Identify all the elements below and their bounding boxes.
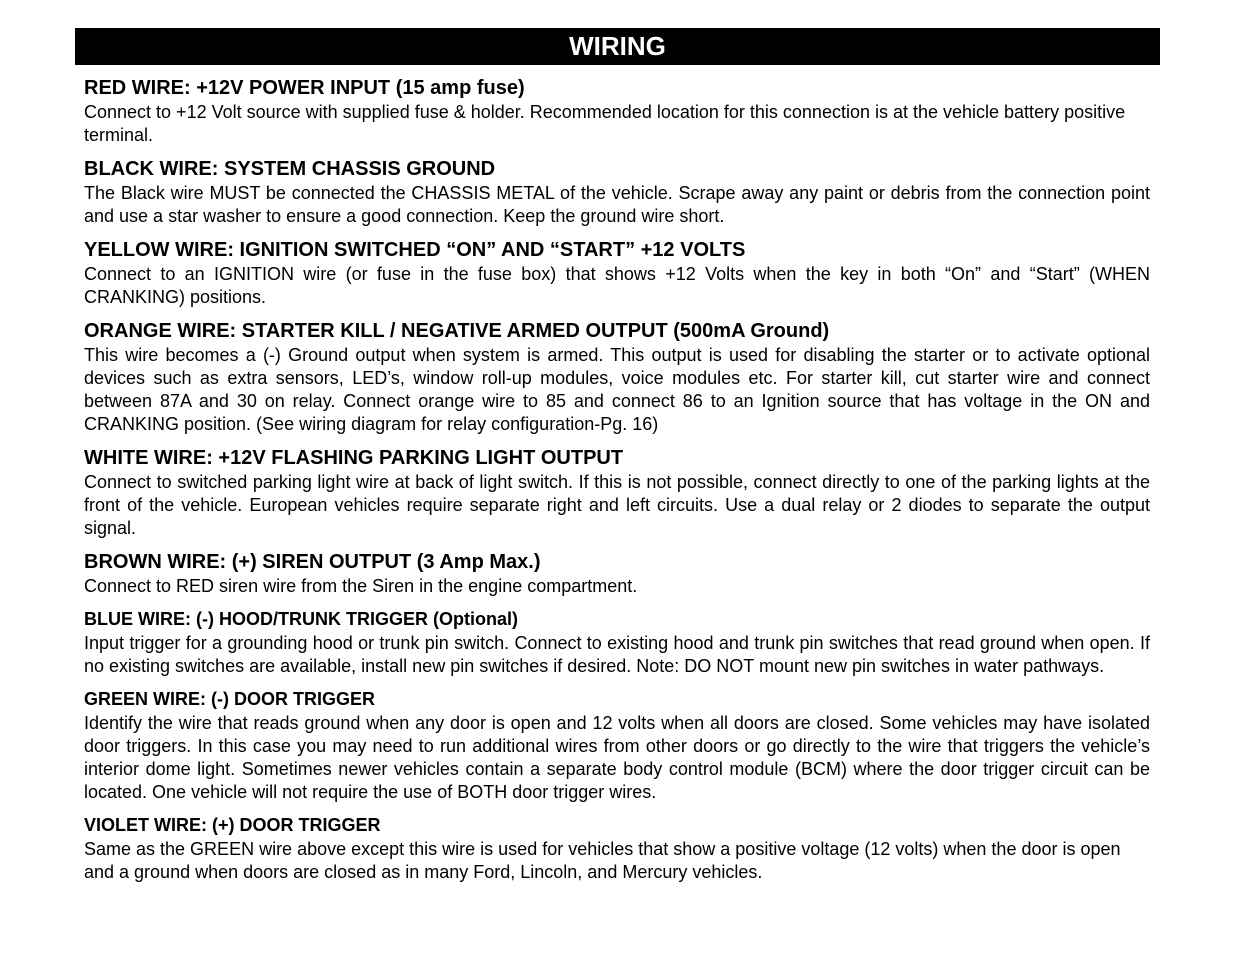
section-white-wire <box>84 445 1150 540</box>
section-heading: WHITE WIRE: +12V FLASHING PARKING LIGHT OUTPUT <box>84 447 624 469</box>
section-blue-wire <box>84 607 1150 678</box>
section-red-wire <box>84 75 1150 147</box>
wiring-content <box>84 75 1150 893</box>
section-body: This wire becomes a (-) Ground output when system is armed. This output is used for disabling the starter or to activate optional devices such as extra sensors, LED’s, window roll-up modules, voice modules etc. For starter kill, cut starter wire and connect between 87A and 30 on relay. Connect orange wire to 85 and connect 86 to an Ignition source that has voltage in the ON and CRANKING position. (See wiring diagram for relay configuration-Pg. 16) <box>84 345 1150 434</box>
section-body: Connect to +12 Volt source with supplied fuse & holder. Recommended location for this connection is at the vehicle battery positive terminal. <box>84 102 1126 145</box>
section-body: Identify the wire that reads ground when any door is open and 12 volts when all doors are closed. Some vehicles may have isolated door triggers. In this case you may need to run additional wires from other doors or go directly to the wire that triggers the vehicle’s interior dome light. Sometimes newer vehicles contain a separate body control module (BCM) where the door trigger circuit can be located. One vehicle will not require the use of BOTH door trigger wires. <box>84 713 1150 802</box>
page-title: WIRING <box>75 28 1160 65</box>
section-yellow-wire <box>84 237 1150 309</box>
section-black-wire <box>84 156 1150 228</box>
section-heading: RED WIRE: +12V POWER INPUT (15 amp fuse) <box>84 77 525 99</box>
section-heading: VIOLET WIRE: (+) DOOR TRIGGER <box>84 815 381 835</box>
section-heading: BLUE WIRE: (-) HOOD/TRUNK TRIGGER (Optional) <box>84 609 518 629</box>
section-body: Same as the GREEN wire above except this wire is used for vehicles that show a positive voltage (12 volts) when the door is open and a ground when doors are closed as in many Ford, Lincoln, and Mercury vehicles. <box>84 839 1121 882</box>
section-heading: GREEN WIRE: (-) DOOR TRIGGER <box>84 689 375 709</box>
section-body: Input trigger for a grounding hood or trunk pin switch. Connect to existing hood and trunk pin switches that read ground when open. If no existing switches are available, install new pin switches if desired. Note: DO NOT mount new pin switches in water pathways. <box>84 633 1150 676</box>
section-green-wire <box>84 687 1150 804</box>
section-brown-wire <box>84 549 1150 598</box>
section-heading: BLACK WIRE: SYSTEM CHASSIS GROUND <box>84 158 496 180</box>
section-violet-wire <box>84 813 1150 884</box>
section-body: The Black wire MUST be connected the CHASSIS METAL of the vehicle. Scrape away any paint or debris from the connection point and use a star washer to ensure a good connection. Keep the ground wire short. <box>84 183 1150 226</box>
section-body: Connect to RED siren wire from the Siren in the engine compartment. <box>84 576 638 596</box>
section-orange-wire <box>84 318 1150 436</box>
section-heading: YELLOW WIRE: IGNITION SWITCHED “ON” AND “START” +12 VOLTS <box>84 239 746 261</box>
section-body: Connect to switched parking light wire at back of light switch. If this is not possible, connect directly to one of the parking lights at the front of the vehicle. European vehicles require separate right and left circuits. Use a dual relay or 2 diodes to separate the output signal. <box>84 472 1150 538</box>
section-heading: ORANGE WIRE: STARTER KILL / NEGATIVE ARMED OUTPUT (500mA Ground) <box>84 320 830 342</box>
section-heading: BROWN WIRE: (+) SIREN OUTPUT (3 Amp Max.) <box>84 551 541 573</box>
section-body: Connect to an IGNITION wire (or fuse in the fuse box) that shows +12 Volts when the key in both “On” and “Start” (WHEN CRANKING) positions. <box>84 264 1150 307</box>
